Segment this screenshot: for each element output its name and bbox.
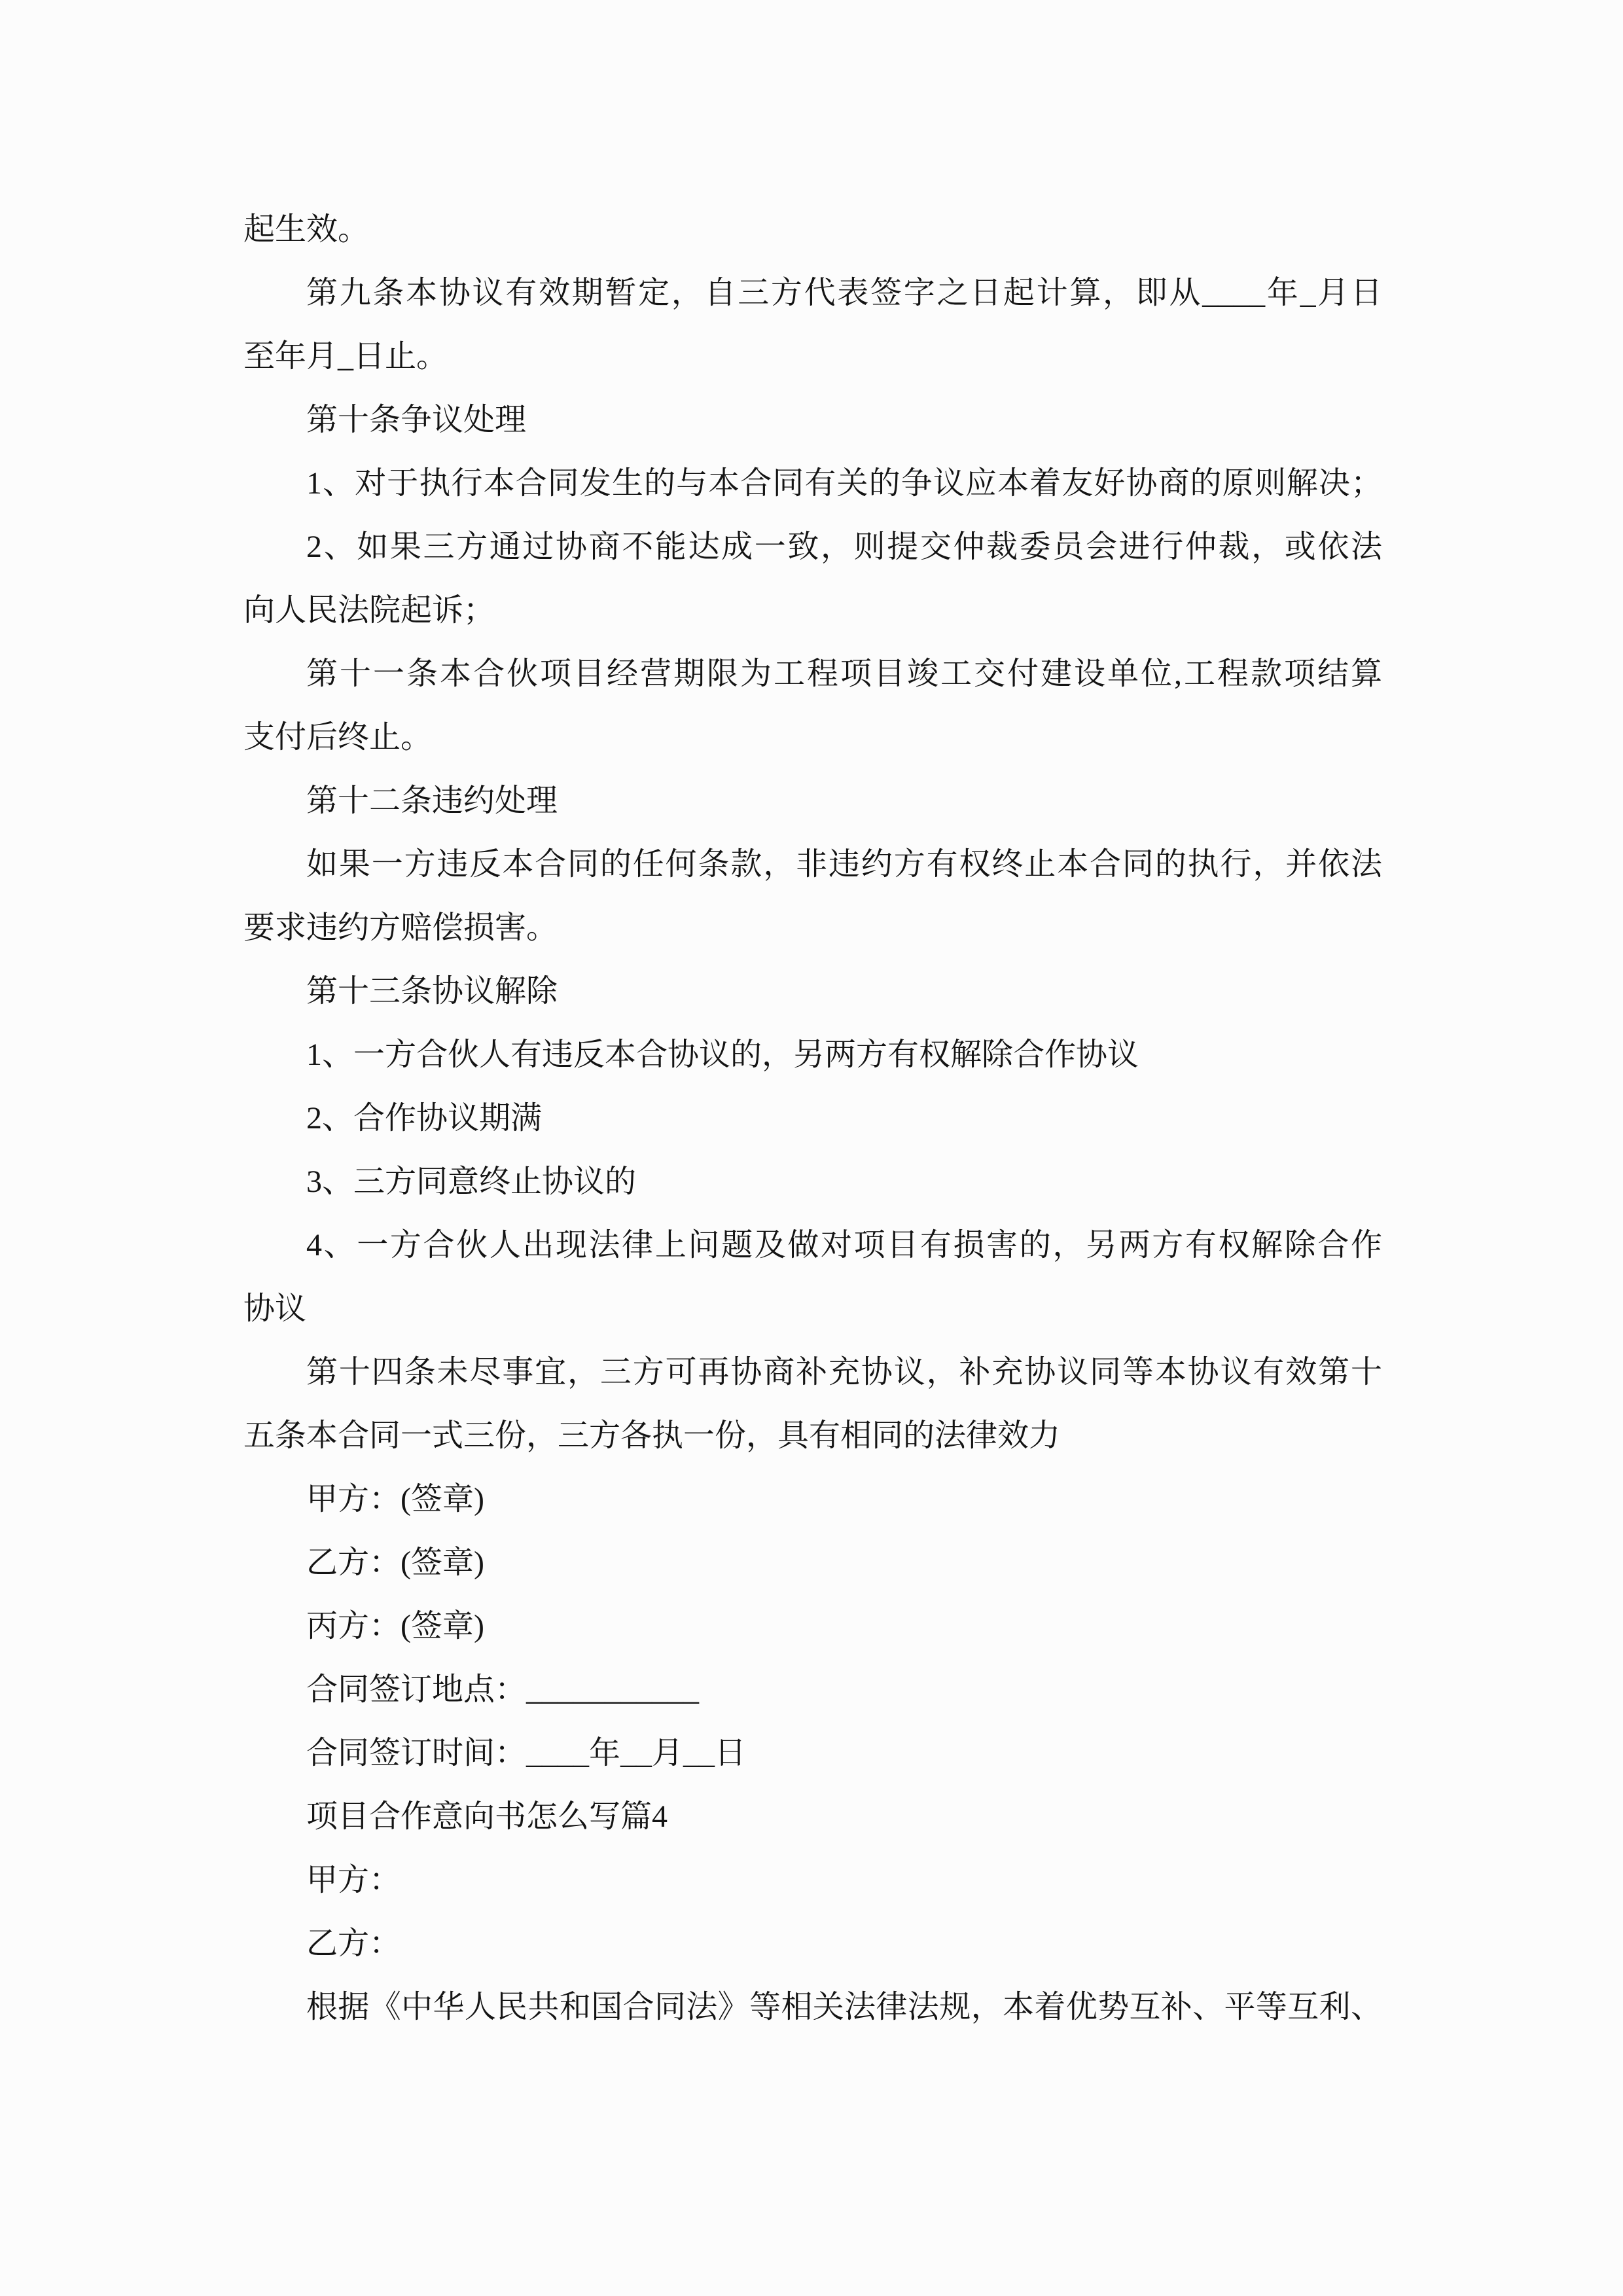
text-line-6: 2、如果三方通过协商不能达成一致，则提交仲裁委员会进行仲裁，或依法 xyxy=(306,529,1382,564)
text-line-18: 协议 xyxy=(243,1291,307,1326)
text-line-11: 如果一方违反本合同的任何条款，非违约方有权终止本合同的执行，并依法 xyxy=(306,847,1382,882)
text-line-28: 乙方： xyxy=(306,1926,401,1961)
text-line-12: 要求违约方赔偿损害。 xyxy=(243,910,558,945)
text-line-7: 向人民法院起诉； xyxy=(243,593,495,628)
text-line-26: 项目合作意向书怎么写篇4 xyxy=(306,1799,668,1834)
text-line-27: 甲方： xyxy=(306,1863,401,1897)
text-line-20: 五条本合同一式三份，三方各执一份，具有相同的法律效力 xyxy=(243,1418,1061,1453)
text-line-9: 支付后终止。 xyxy=(243,720,433,755)
text-line-8: 第十一条本合伙项目经营期限为工程项目竣工交付建设单位,工程款项结算 xyxy=(306,656,1382,691)
text-line-25: 合同签订时间：____年__月__日 xyxy=(306,1736,747,1770)
text-line-19: 第十四条未尽事宜，三方可再协商补充协议，补充协议同等本协议有效第十 xyxy=(306,1355,1382,1390)
text-line-10: 第十二条违约处理 xyxy=(306,783,558,818)
text-line-15: 2、合作协议期满 xyxy=(306,1101,543,1136)
text-line-17: 4、一方合伙人出现法律上问题及做对项目有损害的，另两方有权解除合作 xyxy=(306,1228,1382,1263)
text-line-24: 合同签订地点：___________ xyxy=(306,1672,700,1707)
text-line-1: 起生效。 xyxy=(243,212,370,247)
text-line-4: 第十条争议处理 xyxy=(306,403,527,437)
text-line-3: 至年月_日止。 xyxy=(243,339,448,374)
text-line-5: 1、对于执行本合同发生的与本合同有关的争议应本着友好协商的原则解决； xyxy=(306,466,1382,501)
text-line-13: 第十三条协议解除 xyxy=(306,974,558,1009)
text-line-2: 第九条本协议有效期暂定，自三方代表签字之日起计算，即从____年_月日 xyxy=(306,276,1382,310)
text-line-16: 3、三方同意终止协议的 xyxy=(306,1164,637,1199)
text-line-23: 丙方：(签章) xyxy=(306,1609,484,1643)
text-line-22: 乙方：(签章) xyxy=(306,1545,484,1580)
document-text-block xyxy=(243,198,1382,2039)
text-line-14: 1、一方合伙人有违反本合协议的，另两方有权解除合作协议 xyxy=(306,1037,1139,1072)
text-line-21: 甲方：(签章) xyxy=(306,1482,484,1516)
text-line-29: 根据《中华人民共和国合同法》等相关法律法规，本着优势互补、平等互利、 xyxy=(306,1990,1382,2024)
